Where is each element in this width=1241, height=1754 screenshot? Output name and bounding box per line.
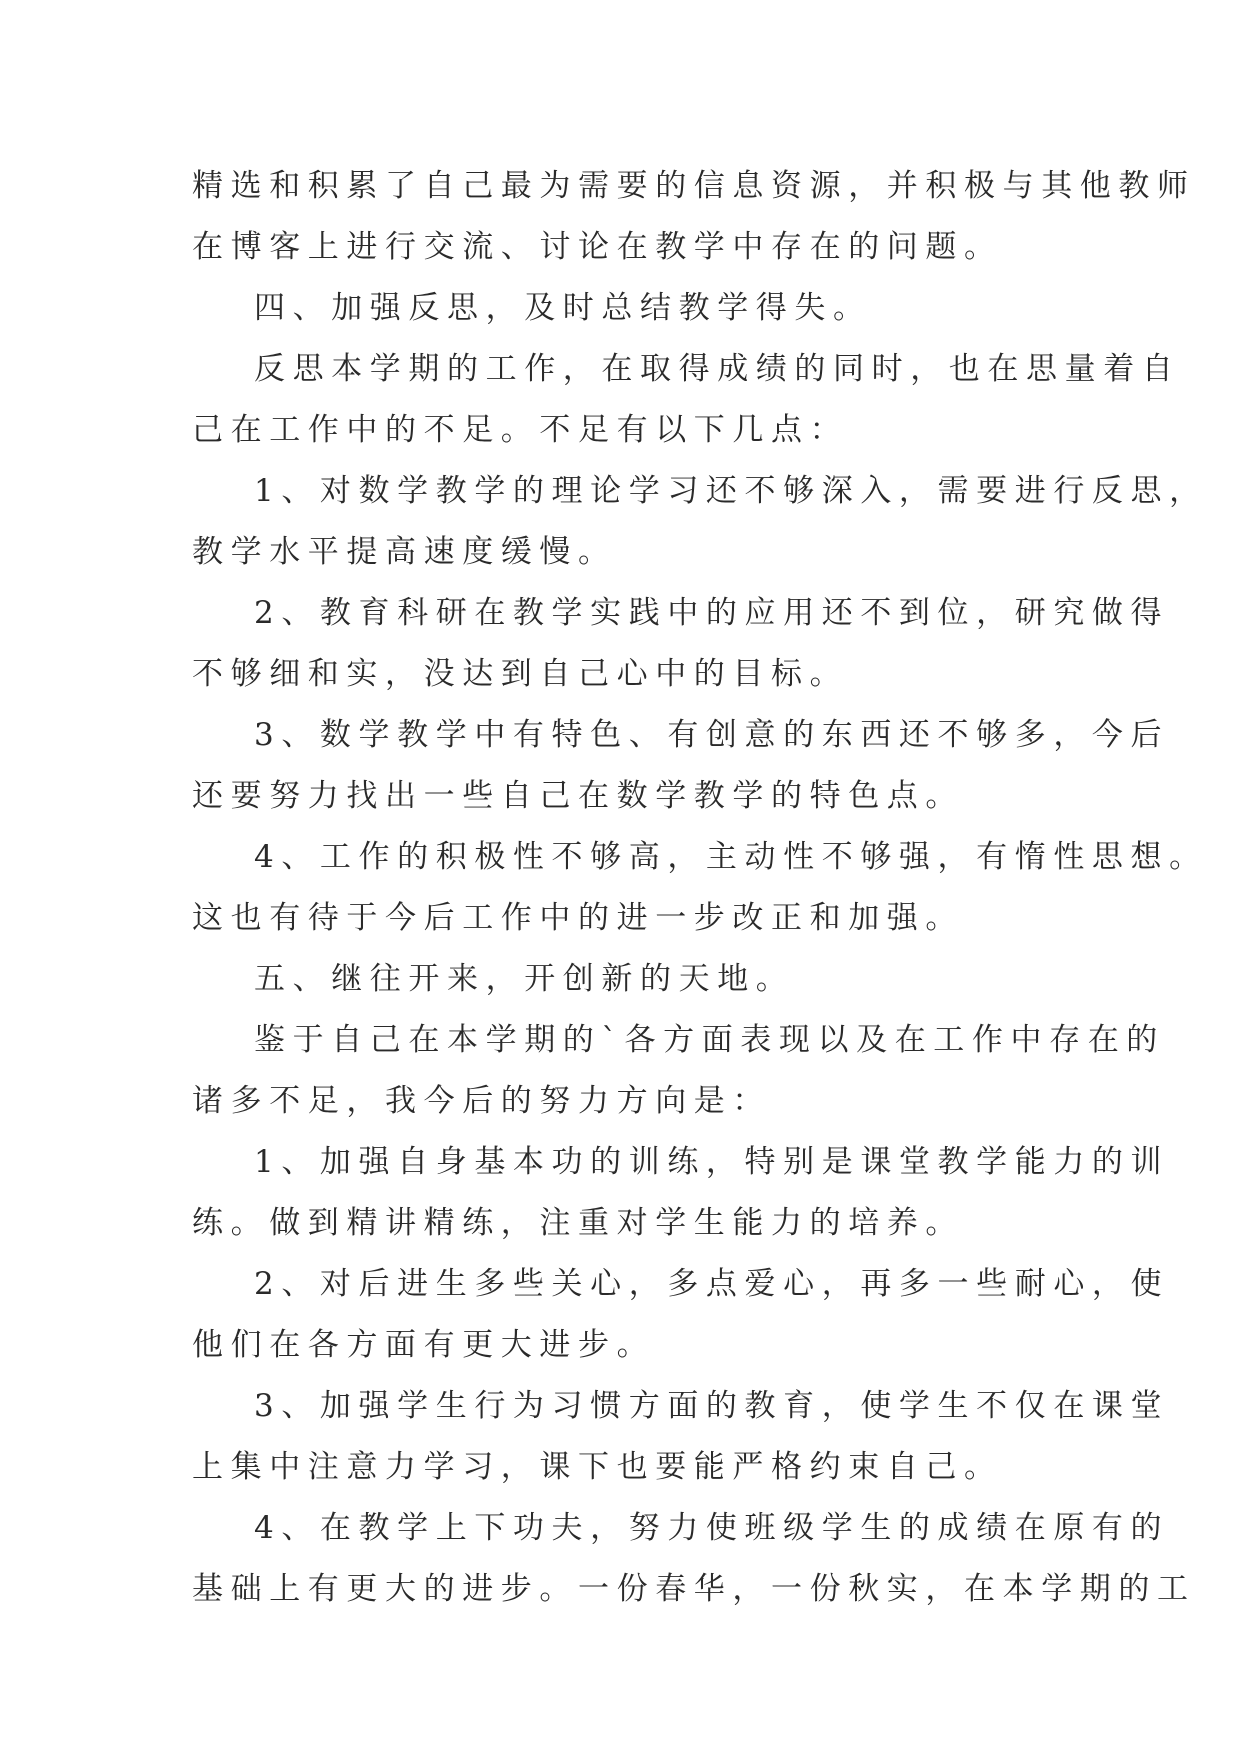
text-line: 不够细和实，没达到自己心中的目标。 bbox=[192, 656, 849, 692]
list-item: 1、对数学教学的理论学习还不够深入，需要进行反思， bbox=[254, 473, 1208, 509]
text-line: 练。做到精讲精练，注重对学生能力的培养。 bbox=[192, 1205, 964, 1241]
text-line: 还要努力找出一些自己在数学教学的特色点。 bbox=[192, 778, 964, 814]
list-item: 3、加强学生行为习惯方面的教育，使学生不仅在课堂 bbox=[254, 1388, 1170, 1424]
list-item: 4、在教学上下功夫，努力使班级学生的成绩在原有的 bbox=[254, 1510, 1170, 1546]
text-line: 精选和积累了自己最为需要的信息资源，并积极与其他教师 bbox=[192, 168, 1196, 204]
list-item: 3、数学教学中有特色、有创意的东西还不够多，今后 bbox=[254, 717, 1170, 753]
text-line: 他们在各方面有更大进步。 bbox=[192, 1327, 656, 1363]
list-item: 1、加强自身基本功的训练，特别是课堂教学能力的训 bbox=[254, 1144, 1170, 1180]
list-item: 4、工作的积极性不够高，主动性不够强，有惰性思想。 bbox=[254, 839, 1208, 875]
text-line: 教学水平提高速度缓慢。 bbox=[192, 534, 617, 570]
text-line: 诸多不足，我今后的努力方向是： bbox=[192, 1083, 771, 1119]
text-line: 己在工作中的不足。不足有以下几点： bbox=[192, 412, 849, 448]
text-line: 这也有待于今后工作中的进一步改正和加强。 bbox=[192, 900, 964, 936]
section-heading: 五、继往开来，开创新的天地。 bbox=[254, 961, 795, 997]
list-item: 2、教育科研在教学实践中的应用还不到位，研究做得 bbox=[254, 595, 1170, 631]
list-item: 2、对后进生多些关心，多点爱心，再多一些耐心，使 bbox=[254, 1266, 1170, 1302]
text-line: 反思本学期的工作，在取得成绩的同时，也在思量着自 bbox=[254, 351, 1181, 387]
text-line: 在博客上进行交流、讨论在教学中存在的问题。 bbox=[192, 229, 1003, 265]
text-line: 基础上有更大的进步。一份春华，一份秋实，在本学期的工 bbox=[192, 1571, 1196, 1607]
text-line: 上集中注意力学习，课下也要能严格约束自己。 bbox=[192, 1449, 1003, 1485]
text-line: 鉴于自己在本学期的`各方面表现以及在工作中存在的 bbox=[254, 1022, 1165, 1058]
section-heading: 四、加强反思，及时总结教学得失。 bbox=[254, 290, 872, 326]
